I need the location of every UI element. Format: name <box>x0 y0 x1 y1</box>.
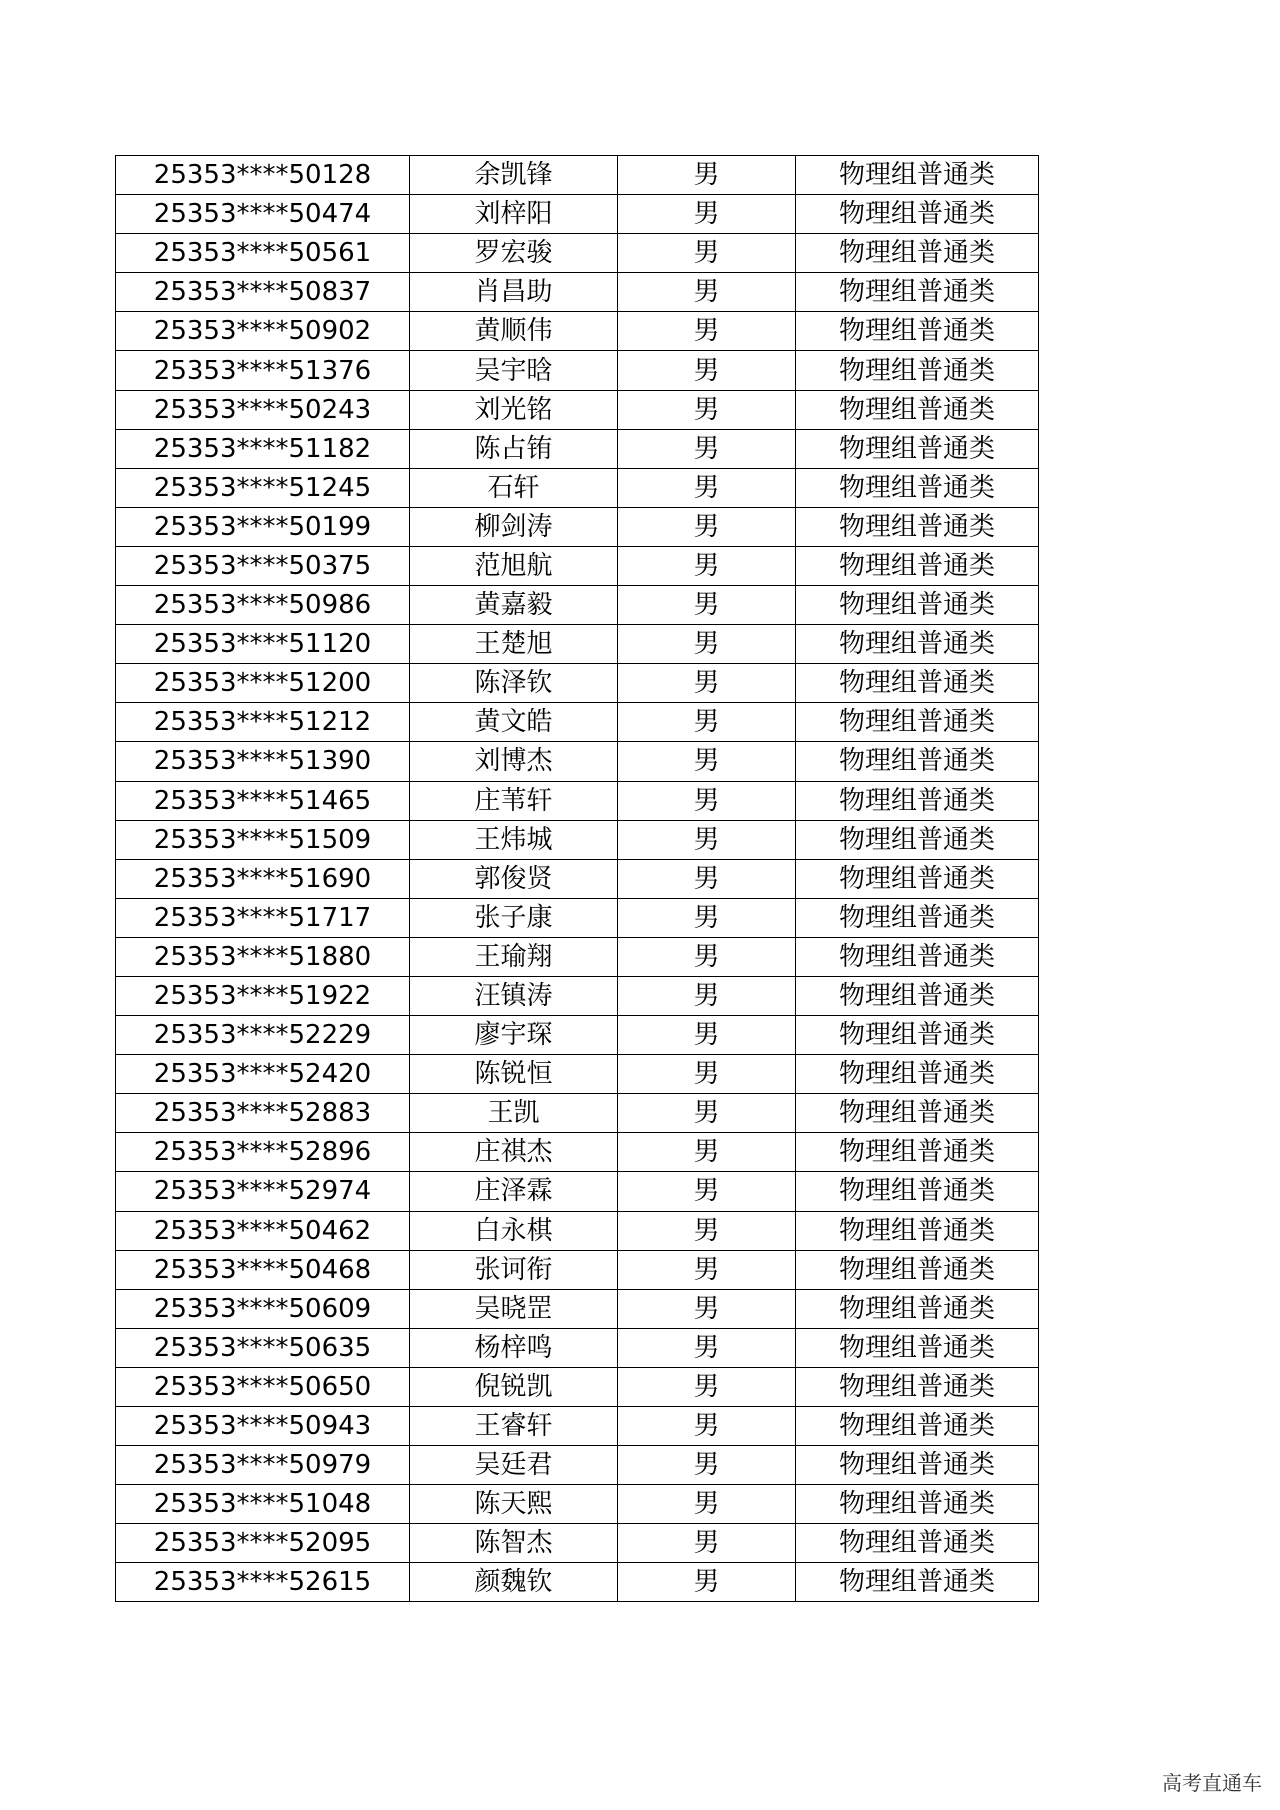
candidate-id-cell: 25353****50837 <box>116 273 410 312</box>
candidate-id-cell: 25353****52615 <box>116 1563 410 1602</box>
gender-cell: 男 <box>618 1055 796 1094</box>
table-row <box>116 1211 1039 1250</box>
student-name-cell: 吴晓罡 <box>410 1289 618 1328</box>
gender-cell: 男 <box>618 1485 796 1524</box>
category-cell: 物理组普通类 <box>796 234 1039 273</box>
table-row <box>116 1328 1039 1367</box>
category-cell: 物理组普通类 <box>796 390 1039 429</box>
student-name-cell: 郭俊贤 <box>410 859 618 898</box>
gender-cell: 男 <box>618 468 796 507</box>
candidate-id-cell: 25353****52974 <box>116 1172 410 1211</box>
category-cell: 物理组普通类 <box>796 703 1039 742</box>
student-name-cell: 王瑜翔 <box>410 937 618 976</box>
table-row <box>116 1407 1039 1446</box>
table-row <box>116 1485 1039 1524</box>
category-cell: 物理组普通类 <box>796 1485 1039 1524</box>
gender-cell: 男 <box>618 820 796 859</box>
gender-cell: 男 <box>618 898 796 937</box>
category-cell: 物理组普通类 <box>796 546 1039 585</box>
category-cell: 物理组普通类 <box>796 781 1039 820</box>
gender-cell: 男 <box>618 976 796 1015</box>
gender-cell: 男 <box>618 1250 796 1289</box>
gender-cell: 男 <box>618 1211 796 1250</box>
student-name-cell: 廖宇琛 <box>410 1016 618 1055</box>
table-row <box>116 1524 1039 1563</box>
student-name-cell: 吴宇晗 <box>410 351 618 390</box>
category-cell: 物理组普通类 <box>796 1094 1039 1133</box>
table-row <box>116 625 1039 664</box>
table-row <box>116 1446 1039 1485</box>
candidate-id-cell: 25353****51465 <box>116 781 410 820</box>
candidate-id-cell: 25353****51690 <box>116 859 410 898</box>
gender-cell: 男 <box>618 1524 796 1563</box>
student-name-cell: 范旭航 <box>410 546 618 585</box>
table-row <box>116 234 1039 273</box>
candidate-id-cell: 25353****51182 <box>116 429 410 468</box>
student-name-cell: 倪锐凯 <box>410 1367 618 1406</box>
candidate-id-cell: 25353****52896 <box>116 1133 410 1172</box>
category-cell: 物理组普通类 <box>796 664 1039 703</box>
category-cell: 物理组普通类 <box>796 351 1039 390</box>
table-row <box>116 1250 1039 1289</box>
category-cell: 物理组普通类 <box>796 1524 1039 1563</box>
table-row <box>116 937 1039 976</box>
gender-cell: 男 <box>618 546 796 585</box>
gender-cell: 男 <box>618 234 796 273</box>
category-cell: 物理组普通类 <box>796 1211 1039 1250</box>
table-row <box>116 976 1039 1015</box>
category-cell: 物理组普通类 <box>796 859 1039 898</box>
gender-cell: 男 <box>618 1172 796 1211</box>
category-cell: 物理组普通类 <box>796 586 1039 625</box>
category-cell: 物理组普通类 <box>796 1289 1039 1328</box>
category-cell: 物理组普通类 <box>796 1407 1039 1446</box>
student-name-cell: 庄泽霖 <box>410 1172 618 1211</box>
roster-table-body <box>116 156 1039 1602</box>
category-cell: 物理组普通类 <box>796 742 1039 781</box>
gender-cell: 男 <box>618 312 796 351</box>
candidate-id-cell: 25353****50943 <box>116 1407 410 1446</box>
table-row <box>116 781 1039 820</box>
gender-cell: 男 <box>618 507 796 546</box>
table-row <box>116 1563 1039 1602</box>
candidate-id-cell: 25353****51245 <box>116 468 410 507</box>
student-name-cell: 王凯 <box>410 1094 618 1133</box>
table-row <box>116 664 1039 703</box>
table-row <box>116 820 1039 859</box>
category-cell: 物理组普通类 <box>796 312 1039 351</box>
candidate-id-cell: 25353****50979 <box>116 1446 410 1485</box>
gender-cell: 男 <box>618 781 796 820</box>
gender-cell: 男 <box>618 1367 796 1406</box>
table-row <box>116 429 1039 468</box>
student-name-cell: 陈锐恒 <box>410 1055 618 1094</box>
candidate-id-cell: 25353****52229 <box>116 1016 410 1055</box>
table-row <box>116 273 1039 312</box>
candidate-id-cell: 25353****50561 <box>116 234 410 273</box>
student-name-cell: 余凯锋 <box>410 156 618 195</box>
student-name-cell: 王睿轩 <box>410 1407 618 1446</box>
gender-cell: 男 <box>618 1289 796 1328</box>
candidate-id-cell: 25353****50609 <box>116 1289 410 1328</box>
student-name-cell: 庄苇轩 <box>410 781 618 820</box>
candidate-id-cell: 25353****50243 <box>116 390 410 429</box>
table-row <box>116 703 1039 742</box>
table-row <box>116 1094 1039 1133</box>
table-row <box>116 1133 1039 1172</box>
table-row <box>116 195 1039 234</box>
student-name-cell: 刘梓阳 <box>410 195 618 234</box>
candidate-id-cell: 25353****51212 <box>116 703 410 742</box>
student-name-cell: 颜魏钦 <box>410 1563 618 1602</box>
candidate-id-cell: 25353****50199 <box>116 507 410 546</box>
student-name-cell: 黄顺伟 <box>410 312 618 351</box>
roster-table <box>115 155 1039 1602</box>
student-name-cell: 陈智杰 <box>410 1524 618 1563</box>
category-cell: 物理组普通类 <box>796 898 1039 937</box>
candidate-id-cell: 25353****50375 <box>116 546 410 585</box>
candidate-id-cell: 25353****52420 <box>116 1055 410 1094</box>
watermark-text: 高考直通车 <box>1162 1771 1262 1795</box>
table-row <box>116 156 1039 195</box>
gender-cell: 男 <box>618 156 796 195</box>
candidate-id-cell: 25353****51509 <box>116 820 410 859</box>
category-cell: 物理组普通类 <box>796 195 1039 234</box>
student-name-cell: 陈天熙 <box>410 1485 618 1524</box>
gender-cell: 男 <box>618 1446 796 1485</box>
student-name-cell: 陈占铕 <box>410 429 618 468</box>
table-row <box>116 507 1039 546</box>
table-row <box>116 312 1039 351</box>
gender-cell: 男 <box>618 1094 796 1133</box>
student-name-cell: 刘光铭 <box>410 390 618 429</box>
table-row <box>116 1055 1039 1094</box>
category-cell: 物理组普通类 <box>796 1328 1039 1367</box>
student-name-cell: 罗宏骏 <box>410 234 618 273</box>
gender-cell: 男 <box>618 1016 796 1055</box>
student-name-cell: 杨梓鸣 <box>410 1328 618 1367</box>
student-name-cell: 汪镇涛 <box>410 976 618 1015</box>
candidate-id-cell: 25353****51717 <box>116 898 410 937</box>
gender-cell: 男 <box>618 390 796 429</box>
category-cell: 物理组普通类 <box>796 1250 1039 1289</box>
category-cell: 物理组普通类 <box>796 937 1039 976</box>
student-name-cell: 吴廷君 <box>410 1446 618 1485</box>
candidate-id-cell: 25353****51200 <box>116 664 410 703</box>
category-cell: 物理组普通类 <box>796 156 1039 195</box>
student-name-cell: 张子康 <box>410 898 618 937</box>
gender-cell: 男 <box>618 195 796 234</box>
student-name-cell: 庄祺杰 <box>410 1133 618 1172</box>
category-cell: 物理组普通类 <box>796 1055 1039 1094</box>
candidate-id-cell: 25353****50468 <box>116 1250 410 1289</box>
gender-cell: 男 <box>618 937 796 976</box>
candidate-id-cell: 25353****50635 <box>116 1328 410 1367</box>
student-name-cell: 黄嘉毅 <box>410 586 618 625</box>
gender-cell: 男 <box>618 703 796 742</box>
student-name-cell: 柳剑涛 <box>410 507 618 546</box>
candidate-id-cell: 25353****52095 <box>116 1524 410 1563</box>
candidate-id-cell: 25353****51390 <box>116 742 410 781</box>
category-cell: 物理组普通类 <box>796 507 1039 546</box>
candidate-id-cell: 25353****51048 <box>116 1485 410 1524</box>
candidate-id-cell: 25353****50902 <box>116 312 410 351</box>
category-cell: 物理组普通类 <box>796 1563 1039 1602</box>
category-cell: 物理组普通类 <box>796 1367 1039 1406</box>
gender-cell: 男 <box>618 1328 796 1367</box>
table-row <box>116 1367 1039 1406</box>
gender-cell: 男 <box>618 1133 796 1172</box>
gender-cell: 男 <box>618 742 796 781</box>
category-cell: 物理组普通类 <box>796 1016 1039 1055</box>
candidate-id-cell: 25353****50650 <box>116 1367 410 1406</box>
student-name-cell: 王楚旭 <box>410 625 618 664</box>
category-cell: 物理组普通类 <box>796 1172 1039 1211</box>
student-name-cell: 黄文皓 <box>410 703 618 742</box>
table-row <box>116 468 1039 507</box>
candidate-id-cell: 25353****52883 <box>116 1094 410 1133</box>
category-cell: 物理组普通类 <box>796 625 1039 664</box>
student-name-cell: 王炜城 <box>410 820 618 859</box>
table-row <box>116 898 1039 937</box>
gender-cell: 男 <box>618 1407 796 1446</box>
table-row <box>116 742 1039 781</box>
gender-cell: 男 <box>618 1563 796 1602</box>
candidate-id-cell: 25353****50986 <box>116 586 410 625</box>
gender-cell: 男 <box>618 625 796 664</box>
category-cell: 物理组普通类 <box>796 429 1039 468</box>
table-row <box>116 1016 1039 1055</box>
table-row <box>116 586 1039 625</box>
gender-cell: 男 <box>618 429 796 468</box>
table-row <box>116 390 1039 429</box>
student-name-cell: 刘博杰 <box>410 742 618 781</box>
student-name-cell: 肖昌助 <box>410 273 618 312</box>
category-cell: 物理组普通类 <box>796 1133 1039 1172</box>
student-name-cell: 石轩 <box>410 468 618 507</box>
candidate-id-cell: 25353****50474 <box>116 195 410 234</box>
candidate-id-cell: 25353****51120 <box>116 625 410 664</box>
gender-cell: 男 <box>618 351 796 390</box>
student-name-cell: 张诃衔 <box>410 1250 618 1289</box>
gender-cell: 男 <box>618 586 796 625</box>
gender-cell: 男 <box>618 859 796 898</box>
table-row <box>116 1289 1039 1328</box>
candidate-id-cell: 25353****51922 <box>116 976 410 1015</box>
student-name-cell: 陈泽钦 <box>410 664 618 703</box>
table-row <box>116 1172 1039 1211</box>
candidate-id-cell: 25353****50128 <box>116 156 410 195</box>
table-row <box>116 859 1039 898</box>
category-cell: 物理组普通类 <box>796 273 1039 312</box>
candidate-id-cell: 25353****51376 <box>116 351 410 390</box>
table-row <box>116 351 1039 390</box>
candidate-id-cell: 25353****50462 <box>116 1211 410 1250</box>
table-row <box>116 546 1039 585</box>
category-cell: 物理组普通类 <box>796 976 1039 1015</box>
category-cell: 物理组普通类 <box>796 468 1039 507</box>
category-cell: 物理组普通类 <box>796 1446 1039 1485</box>
candidate-id-cell: 25353****51880 <box>116 937 410 976</box>
category-cell: 物理组普通类 <box>796 820 1039 859</box>
gender-cell: 男 <box>618 273 796 312</box>
student-name-cell: 白永棋 <box>410 1211 618 1250</box>
gender-cell: 男 <box>618 664 796 703</box>
